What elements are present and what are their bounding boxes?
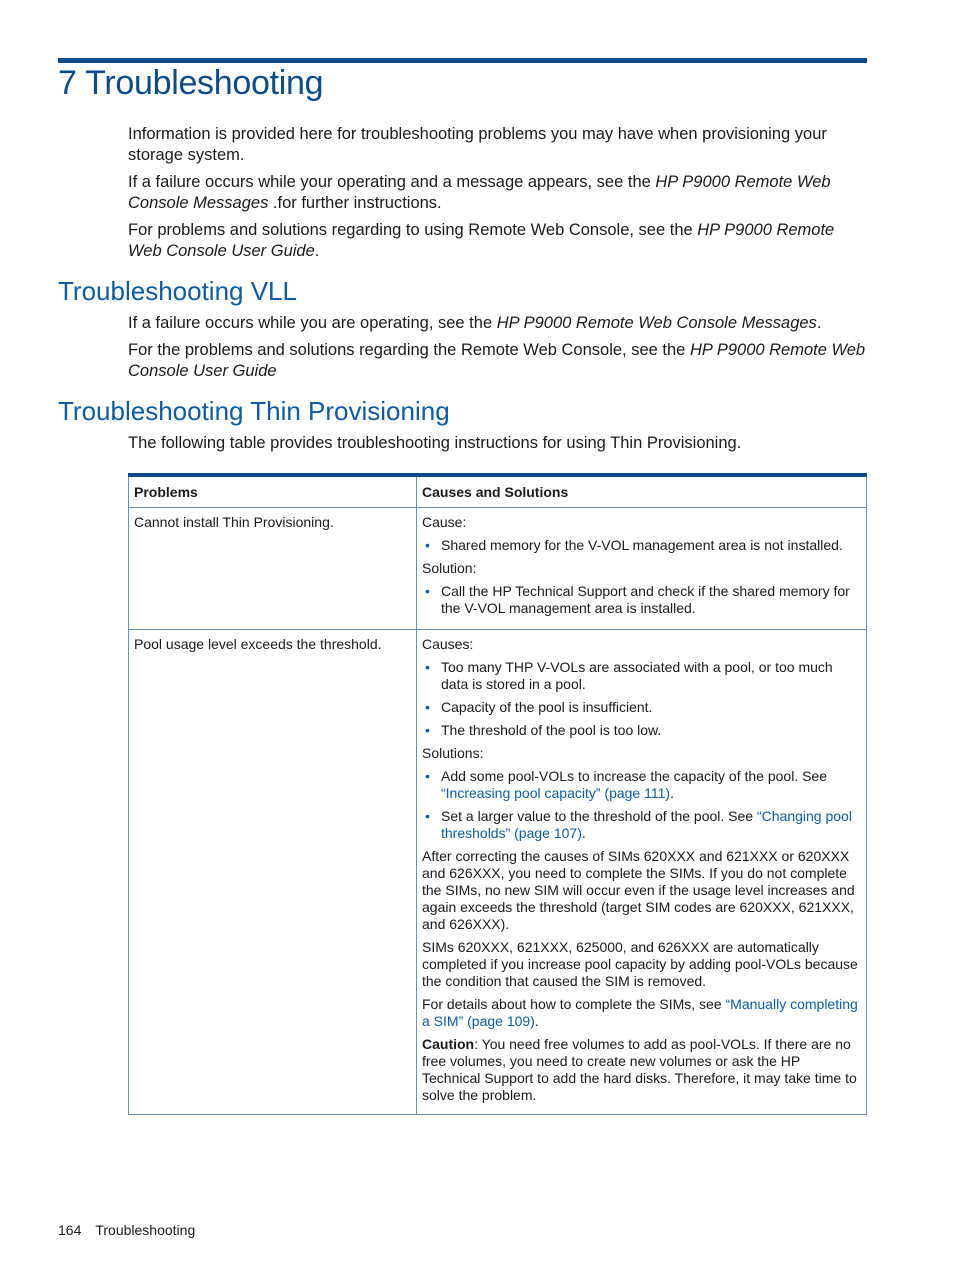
list-item: • Too many THP V-VOLs are associated with a pool, or too much data is stored in a pool.	[425, 659, 833, 692]
table-row	[129, 508, 867, 630]
problem-cell: Cannot install Thin Provisioning.	[129, 508, 417, 630]
intro-paragraph-3: For problems and solutions regarding to using Remote Web Console, see the HP P9000 Remote Web Console User Guide.	[128, 221, 835, 260]
troubleshooting-table	[128, 473, 867, 1115]
changing-pool-thresholds-link[interactable]: “Changing pool thresholds” (page 107)	[441, 808, 852, 841]
caution-paragraph: Caution: You need free volumes to add as pool-VOLs. If there are no free volumes, you need to create new volumes or ask the HP Technical Support to add the hard disks. Therefore, it may take time to solve the problem.	[422, 1036, 857, 1103]
causes-solutions-cell	[417, 508, 867, 630]
problem-cell: Pool usage level exceeds the threshold.	[129, 630, 417, 1115]
cause-label: Cause:	[422, 514, 467, 530]
bullet-icon: •	[425, 808, 430, 824]
solution-list	[422, 583, 861, 617]
page-number: 164	[58, 1222, 82, 1238]
section-title-vll: Troubleshooting VLL	[58, 276, 297, 306]
footer-section-name: Troubleshooting	[95, 1222, 196, 1238]
list-item: • Shared memory for the V-VOL management area is not installed.	[425, 537, 843, 553]
bullet-icon: •	[425, 583, 430, 599]
solution-list	[422, 768, 861, 842]
user-guide-reference: HP P9000 Remote Web Console User Guide	[128, 221, 835, 260]
vll-paragraph-1: If a failure occurs while you are operating, see the HP P9000 Remote Web Console Messages.	[128, 314, 822, 332]
section-title-thin-provisioning: Troubleshooting Thin Provisioning	[58, 396, 450, 426]
chapter-title: 7 Troubleshooting	[58, 64, 324, 102]
table-header-row	[129, 475, 867, 508]
causes-label: Causes:	[422, 636, 474, 652]
bullet-icon: •	[425, 659, 430, 675]
page-footer	[58, 1222, 209, 1238]
solutions-label: Solutions:	[422, 745, 484, 761]
causes-solutions-cell	[417, 630, 867, 1115]
bullet-icon: •	[425, 722, 430, 738]
messages-reference: HP P9000 Remote Web Console Messages	[128, 173, 831, 212]
after-correcting-paragraph: After correcting the causes of SIMs 620XXX and 621XXX or 620XXX and 626XXX, you need to complete the SIMs. If you do not complete the SIMs, no new SIM will occur even if the usage level increases and again exceeds the threshold (target SIM codes are 620XXX, 621XXX, and 626XXX).	[422, 848, 855, 932]
list-item: • The threshold of the pool is too low.	[425, 722, 662, 738]
chapter-top-rule	[58, 58, 867, 63]
list-item: • Add some pool-VOLs to increase the capacity of the pool. See “Increasing pool capacity” (page 111).	[425, 768, 828, 801]
user-guide-reference: HP P9000 Remote Web Console User Guide	[128, 341, 866, 380]
intro-paragraph-1: Information is provided here for troubleshooting problems you may have when provisioning your storage system.	[128, 125, 827, 164]
cause-list	[422, 537, 861, 554]
messages-reference: HP P9000 Remote Web Console Messages	[496, 314, 817, 332]
bullet-icon: •	[425, 699, 430, 715]
increasing-pool-capacity-link[interactable]: “Increasing pool capacity” (page 111)	[441, 785, 671, 801]
thin-intro-paragraph: The following table provides troubleshooting instructions for using Thin Provisioning.	[128, 434, 742, 452]
list-item: • Set a larger value to the threshold of the pool. See “Changing pool thresholds” (page 107).	[425, 808, 852, 841]
caution-label: Caution	[422, 1036, 475, 1052]
bullet-icon: •	[425, 768, 430, 784]
intro-paragraph-2: If a failure occurs while your operating and a message appears, see the HP P9000 Remote Web Console Messages .for further instructions.	[128, 173, 831, 212]
manually-completing-sim-link[interactable]: “Manually completing a SIM” (page 109)	[422, 996, 858, 1029]
details-paragraph: For details about how to complete the SIMs, see “Manually completing a SIM” (page 109).	[422, 996, 858, 1029]
header-problems: Problems	[129, 475, 417, 508]
table-row	[129, 630, 867, 1115]
solution-label: Solution:	[422, 560, 477, 576]
vll-paragraph-2: For the problems and solutions regarding the Remote Web Console, see the HP P9000 Remote Web Console User Guide	[128, 341, 866, 380]
list-item: • Call the HP Technical Support and check if the shared memory for the V-VOL management area is installed.	[425, 583, 850, 616]
header-causes-solutions: Causes and Solutions	[417, 475, 867, 508]
bullet-icon: •	[425, 537, 430, 553]
sims-paragraph: SIMs 620XXX, 621XXX, 625000, and 626XXX are automatically completed if you increase pool capacity by adding pool-VOLs because the condition that caused the SIM is removed.	[422, 939, 858, 989]
list-item: • Capacity of the pool is insufficient.	[425, 699, 653, 715]
cause-list	[422, 659, 861, 739]
